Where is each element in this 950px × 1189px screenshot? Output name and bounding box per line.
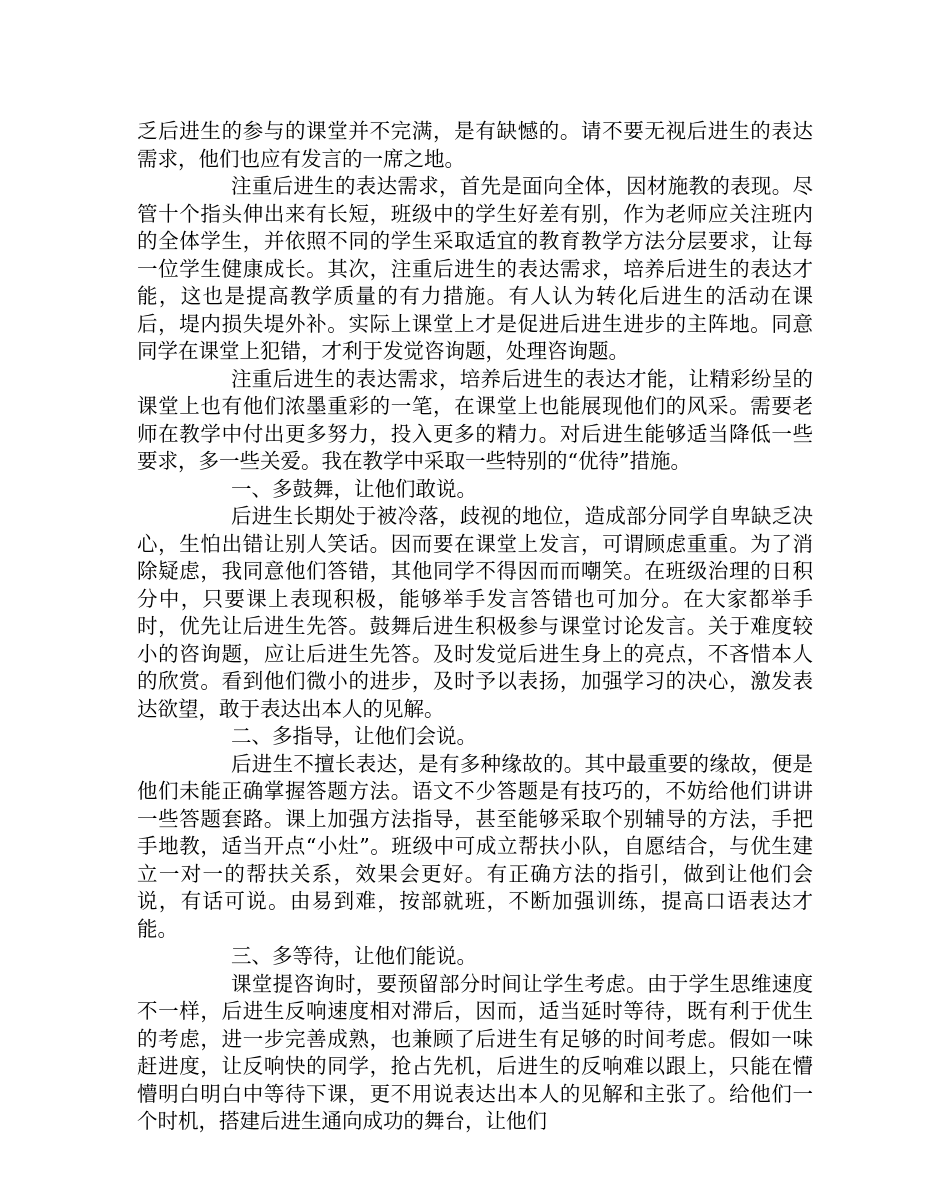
- section-heading-1: 一、多鼓舞，让他们敢说。: [231, 476, 477, 501]
- paragraph-5: 后进生不擅长表达，是有多种缘故的。其中最重要的缘故，便是他们未能正确掌握答题方法。语文不少答题是有技巧的，不妨给他们讲讲一些答题套路。课上加强方法指导，甚至能够采取个别辅导的方法，手把手地教，适当开点“小灶”。班级中可成立帮扶小队，自愿结合，与优生建立一对一的帮扶关系，效果会更好。有正确方法的指引，做到让他们会说，有话可说。由易到难，按部就班，不断加强训练，提高口语表达才能。: [137, 751, 813, 941]
- paragraph-3: 注重后进生的表达需求，培养后进生的表达才能，让精彩纷呈的课堂上也有他们浓墨重彩的一笔，在课堂上也能展现他们的风采。需要老师在教学中付出更多努力，投入更多的精力。对后进生能够适当降低一些要求，多一些关爱。我在教学中采取一些特别的“优待”措施。: [137, 366, 813, 473]
- paragraph-1: 乏后进生的参与的课堂并不完满，是有缺憾的。请不要无视后进生的表达需求，他们也应有发言的一席之地。: [137, 119, 813, 171]
- section-heading-3: 三、多等待，让他们能说。: [231, 944, 477, 968]
- document-body: [137, 118, 813, 1136]
- paragraph-2: 注重后进生的表达需求，首先是面向全体，因材施教的表现。尽管十个指头伸出来有长短，班级中的学生好差有别，作为老师应关注班内的全体学生，并依照不同的学生采取适宜的教育教学方法分层要求，让每一位学生健康成长。其次，注重后进生的表达需求，培养后进生的表达才能，这也是提高教学质量的有力措施。有人认为转化后进生的活动在课后，堤内损失堤外补。实际上课堂上才是促进后进生进步的主阵地。同意同学在课堂上犯错，才利于发觉咨询题，处理咨询题。: [137, 174, 813, 363]
- paragraph-6: 课堂提咨询时，要预留部分时间让学生考虑。由于学生思维速度不一样，后进生反响速度相对滞后，因而，适当延时等待，既有利于优生的考虑，进一步完善成熟，也兼顾了后进生有足够的时间考虑。假如一味赶进度，让反响快的同学，抢占先机，后进生的反响难以跟上，只能在懵懵明白明白中等待下课，更不用说表达出本人的见解和主张了。给他们一个时机，搭建后进生通向成功的舞台，让他们: [137, 971, 813, 1133]
- paragraph-4: 后进生长期处于被冷落，歧视的地位，造成部分同学自卑缺乏决心，生怕出错让别人笑话。因而要在课堂上发言，可谓顾虑重重。为了消除疑虑，我同意他们答错，其他同学不得因而而嘲笑。在班级治理的日积分中，只要课上表现积极，能够举手发言答错也可加分。在大家都举手时，优先让后进生先答。鼓舞后进生积极参与课堂讨论发言。关于难度较小的咨询题，应让后进生先答。及时发觉后进生身上的亮点，不吝惜本人的欣赏。看到他们微小的进步，及时予以表扬，加强学习的决心，激发表达欲望，敢于表达出本人的见解。: [137, 504, 813, 721]
- section-heading-2: 二、多指导，让他们会说。: [231, 724, 477, 748]
